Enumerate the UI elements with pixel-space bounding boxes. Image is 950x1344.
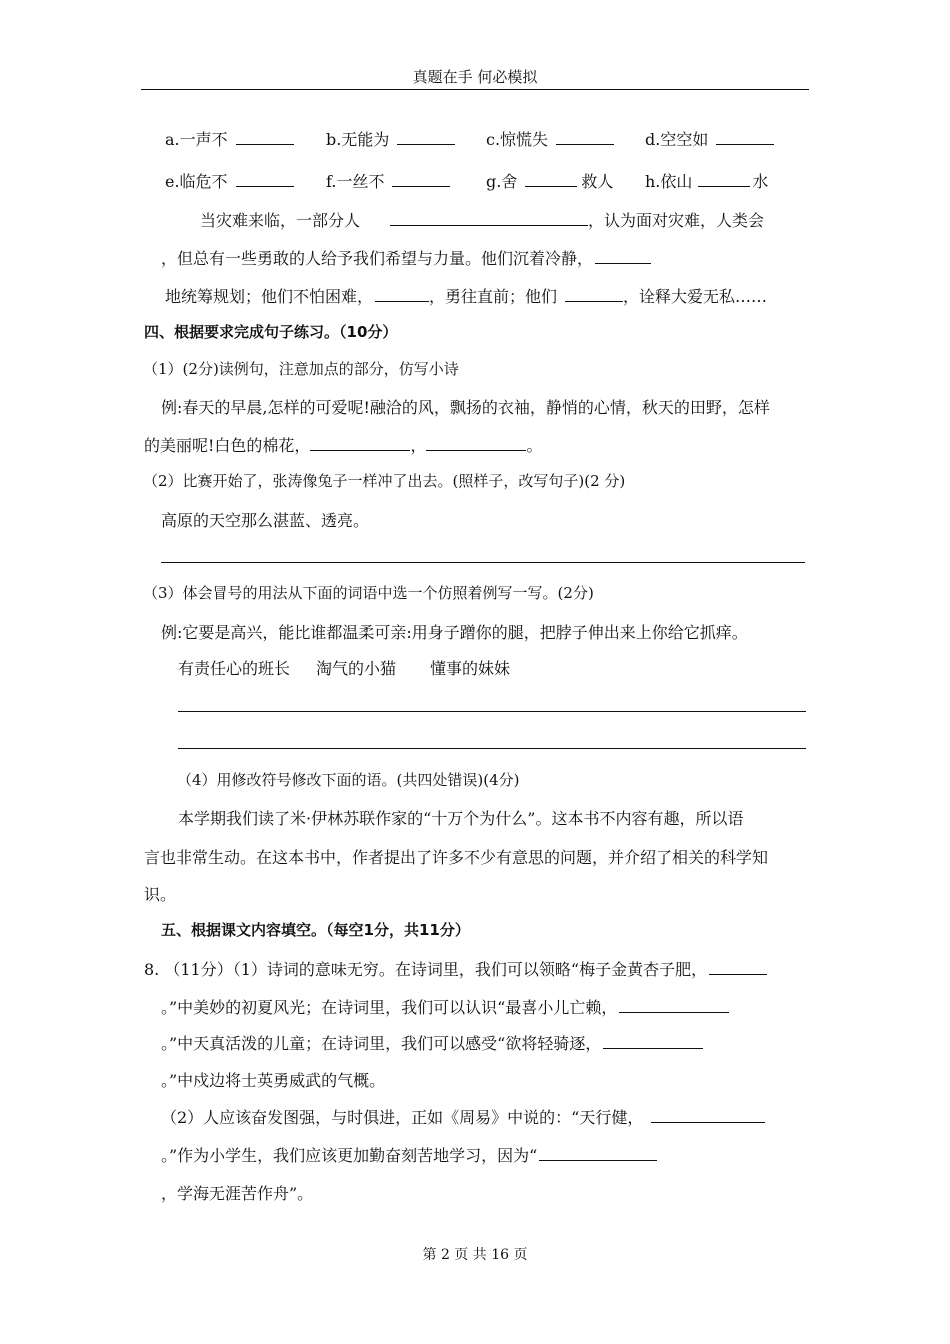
q3-option-3: 懂事的妹妹 [430,659,511,678]
blank[interactable] [698,172,750,187]
q1-example-line-1: 例:春天的早晨,怎样的可爱呢!融洽的风，飘扬的衣袖，静悄的心情，秋天的田野，怎样 [161,398,770,417]
q8-line-3: 。”中天真活泼的儿童；在诗词里，我们可以感受“欲将轻骑逐， [161,1031,703,1054]
idiom-row-2 [0,169,950,191]
idiom-para-line-3: 地统筹规划；他们不怕困难， ，勇往直前；他们 ，诠释大爱无私…… [165,287,768,306]
blank[interactable] [397,130,455,145]
q3-answer-line-1[interactable] [178,711,806,712]
q1-example-line-2: 的美丽呢!白色的棉花， ， 。 [144,436,543,455]
q3-option-2: 淘气的小猫 [316,659,397,678]
blank[interactable] [619,998,729,1013]
blank[interactable] [539,1146,657,1161]
idiom-a: a.一声不 [165,130,228,149]
q8-line-7: ，学海无涯苦作舟”。 [161,1184,314,1203]
q3-answer-line-2[interactable] [178,748,806,749]
q4-text-line-2: 言也非常生动。在这本书中，作者提出了许多不少有意思的问题，并介绍了相关的科学知 [144,848,769,867]
q8-line-6: 。”作为小学生，我们应该更加勤奋刻苦地学习，因为“ [161,1143,657,1166]
blank[interactable] [716,130,774,145]
q8-line-5: （2）人应该奋发图强，与时俱进，正如《周易》中说的：“天行健， [161,1105,765,1128]
page-number: 第 2 页 共 16 页 [422,1247,528,1263]
q1-prompt: （1）(2分)读例句，注意加点的部分，仿写小诗 [143,360,459,378]
idiom-c: c.惊慌失 [486,130,549,149]
header-rule [141,89,809,90]
blank[interactable] [595,249,651,264]
q3-options [178,656,510,679]
idiom-para-line-1: 当灾难来临，一部分人 ，认为面对灾难，人类会 [200,211,765,230]
q4-text-line-1: 本学期我们读了米·伊林苏联作家的“十万个为什么”。这本书不内容有趣，所以语 [178,809,744,828]
blank[interactable] [709,960,767,975]
idiom-g: g.舍 [486,172,518,191]
q8-line-1: 8. （11分）（1）诗词的意味无穷。在诗词里，我们可以领略“梅子金黄杏子肥， [144,957,767,980]
q8-line-4: 。”中戍边将士英勇威武的气概。 [161,1071,386,1090]
q3-option-1: 有责任心的班长 [178,659,291,678]
blank[interactable] [310,436,410,451]
blank[interactable] [236,130,294,145]
blank[interactable] [603,1034,703,1049]
idiom-row-1 [0,127,950,149]
q8-line-2: 。”中美妙的初夏风光；在诗词里，我们可以认识“最喜小儿亡赖， [161,995,729,1018]
idiom-f: f.一丝不 [326,172,385,191]
idiom-d: d.空空如 [645,130,709,149]
q3-example: 例:它要是高兴，能比谁都温柔可亲:用身子蹭你的腿，把脖子伸出来上你给它抓痒。 [161,623,748,642]
q2-prompt: （2）比赛开始了，张涛像兔子一样冲了出去。(照样子，改写句子)(2 分) [143,472,626,490]
section-4-title: 四、根据要求完成句子练习。（10分） [144,323,398,341]
q4-prompt: （4）用修改符号修改下面的语。(共四处错误)(4分) [177,771,520,789]
q3-prompt: （3）体会冒号的用法从下面的词语中选一个仿照着例写一写。(2分) [143,584,594,602]
idiom-e: e.临危不 [165,172,228,191]
blank[interactable] [651,1108,765,1123]
q2-sentence: 高原的天空那么湛蓝、透亮。 [161,511,370,530]
blank[interactable] [525,172,577,187]
blank[interactable] [565,287,623,302]
section-5-title: 五、根据课文内容填空。（每空1分，共11分） [161,921,470,939]
q2-answer-line[interactable] [161,562,805,563]
blank[interactable] [236,172,294,187]
q4-text-line-3: 识。 [144,885,177,904]
page-header: 真题在手 何必模拟 [412,68,538,86]
blank[interactable] [556,130,614,145]
idiom-b: b.无能为 [326,130,390,149]
blank[interactable] [426,436,526,451]
blank[interactable] [390,211,588,226]
idiom-h: h.依山 [645,172,693,191]
idiom-g-suffix: 救人 [581,172,614,191]
blank[interactable] [375,287,429,302]
idiom-h-suffix: 水 [752,172,769,191]
blank[interactable] [392,172,450,187]
idiom-para-line-2: ，但总有一些勇敢的人给予我们希望与力量。他们沉着冷静， [161,246,651,269]
